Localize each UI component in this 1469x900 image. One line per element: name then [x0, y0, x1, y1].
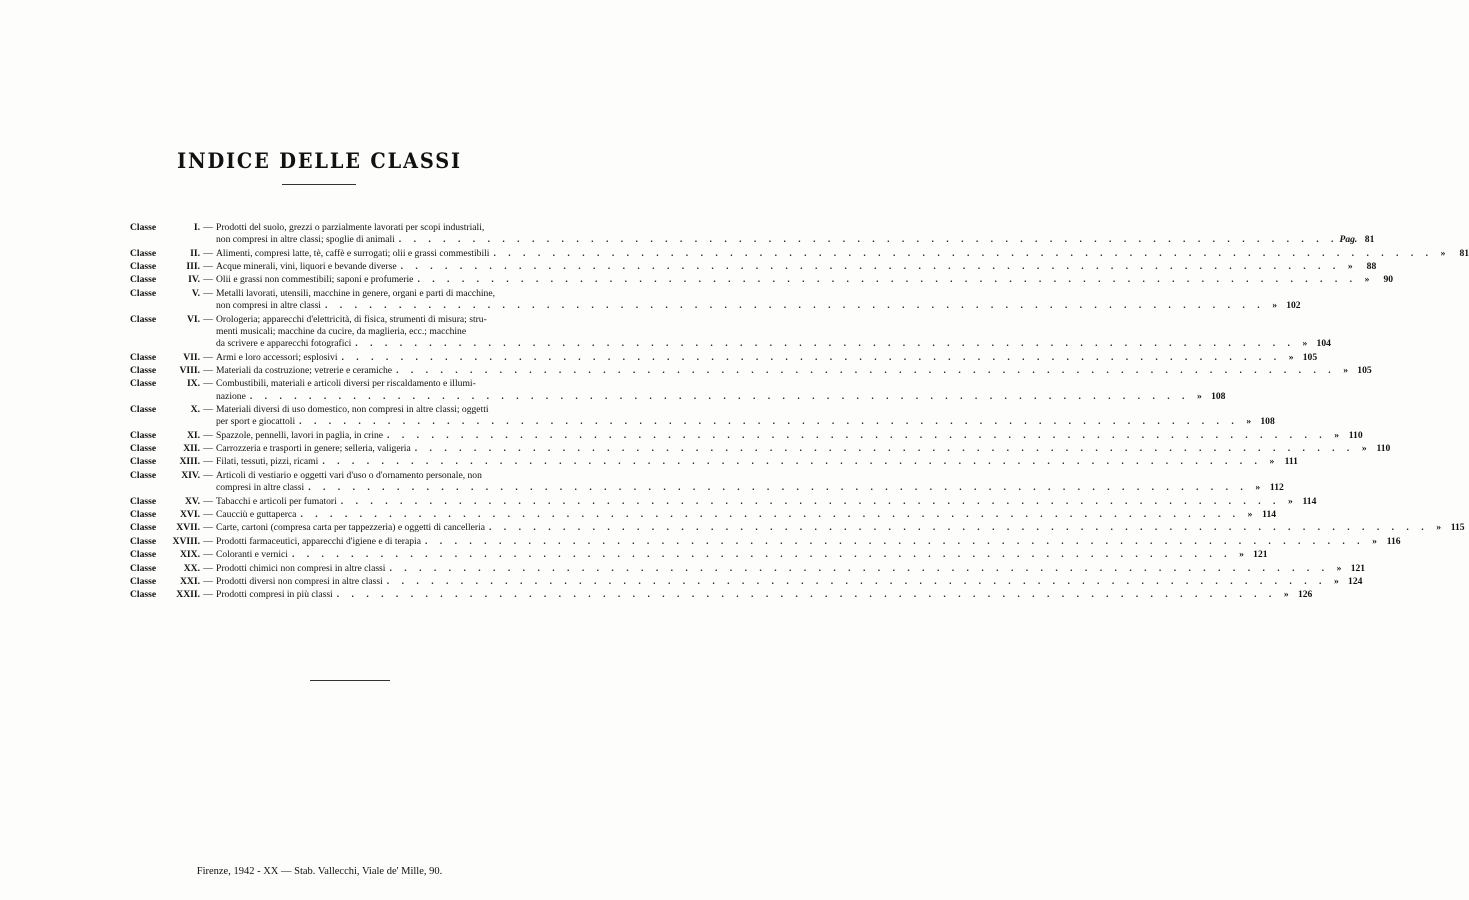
page-number: 90	[1383, 274, 1394, 286]
description-text: Filati, tessuti, pizzi, ricami	[216, 456, 319, 468]
description-text: da scrivere e apparecchi fotografici	[216, 338, 352, 350]
page-prefix: »	[1334, 429, 1340, 441]
dot-leader: . . . . . . . . . . . . . . . . . . . . . . . . . . . . . . . . . . . . . . . . . . . . . . . . . . . . . . . . . . . . . . . .	[249, 390, 1190, 402]
classe-label: Classe	[130, 313, 157, 325]
description-line	[216, 589, 1313, 601]
description-text: Alimenti, compresi latte, tè, caffè e surrogati; olii e grassi commestibili	[216, 247, 490, 259]
page-prefix: »	[1269, 456, 1275, 468]
class-number: X.	[190, 404, 200, 415]
dot-leader: . . . . . . . . . . . . . . . . . . . . . . . . . . . . . . . . . . . . . . . . . . . . . . . . . . . . . . . . . . . . . . . .	[387, 429, 1327, 441]
page-prefix: »	[1246, 416, 1252, 428]
entry-description	[216, 535, 1401, 548]
page-title: INDICE DELLE CLASSI	[177, 148, 462, 173]
toc-entry	[130, 443, 1391, 455]
description-line	[216, 456, 1298, 468]
classe-label: Classe	[130, 404, 157, 415]
toc-entry	[130, 313, 1331, 351]
title-rule	[282, 184, 356, 185]
page-number: 116	[1386, 535, 1401, 547]
toc-entry	[130, 535, 1401, 548]
description-line	[216, 364, 1372, 377]
toc-entry	[130, 364, 1372, 377]
description-text: menti musicali; macchine da cucire, da maglieria, ecc.; macchine	[216, 325, 467, 337]
description-text: non compresi in altre classi; spoglie di animali	[216, 234, 395, 246]
toc-entry	[130, 549, 1268, 561]
page-number: 105	[1357, 364, 1372, 376]
description-line	[216, 261, 1377, 273]
page-prefix: »	[1255, 482, 1261, 494]
page-prefix: »	[1336, 562, 1342, 574]
entry-description	[216, 508, 1277, 521]
description-text: Metalli lavorati, utensili, macchine in genere, organi e parti di macchine,	[216, 287, 496, 299]
em-dash: —	[203, 443, 213, 455]
class-number: XV.	[184, 495, 200, 507]
dot-leader: . . . . . . . . . . . . . . . . . . . . . . . . . . . . . . . . . . . . . . . . . . . . . . . . . . . . . . . . . . . . . . . .	[398, 234, 1339, 246]
classe-label: Classe	[130, 222, 157, 233]
dot-leader: . . . . . . . . . . . . . . . . . . . . . . . . . . . . . . . . . . . . . . . . . . . . . . . . . . . . . . . . . . . . . . . .	[389, 562, 1330, 574]
page-number: 81	[1364, 234, 1375, 246]
description-line	[216, 429, 1363, 442]
class-number: XIV.	[181, 469, 200, 481]
description-text: Articoli di vestiario e oggetti vari d'uso o d'ornamento personale, non	[216, 469, 482, 481]
entry-description	[216, 313, 1331, 351]
dot-leader: . . . . . . . . . . . . . . . . . . . . . . . . . . . . . . . . . . . . . . . . . . . . . . . . . . . . . . . . . . . . . . . .	[291, 549, 1232, 561]
classe-label: Classe	[130, 508, 157, 520]
page-number: 88	[1366, 261, 1377, 273]
description-line	[216, 390, 1226, 403]
em-dash: —	[203, 261, 213, 273]
classe-label: Classe	[130, 495, 157, 507]
class-number: XVII.	[176, 522, 200, 534]
description-text: Prodotti chimici non compresi in altre classi	[216, 562, 386, 574]
classe-label: Classe	[130, 261, 157, 273]
description-line	[216, 288, 574, 300]
entry-description	[216, 404, 1275, 429]
em-dash: —	[203, 589, 213, 601]
page-prefix: »	[1247, 508, 1253, 520]
page-number: 81	[1459, 247, 1469, 259]
description-line	[216, 247, 1469, 260]
description-text: Tabacchi e articoli per fumatori	[216, 495, 337, 507]
description-line	[216, 575, 1363, 588]
description-text: compresi in altre classi	[216, 482, 305, 494]
dot-leader: . . . . . . . . . . . . . . . . . . . . . . . . . . . . . . . . . . . . . . . . . . . . . . . . . . . . . . . . . . . . . . . .	[299, 416, 1239, 428]
page-prefix: »	[1440, 247, 1446, 259]
em-dash: —	[203, 456, 213, 468]
page-number: 121	[1253, 549, 1268, 561]
em-dash: —	[203, 562, 213, 574]
class-number: IV.	[188, 274, 200, 286]
page-number: 115	[1450, 522, 1465, 534]
toc-entry	[130, 247, 1469, 260]
em-dash: —	[203, 287, 213, 299]
entry-description	[216, 364, 1372, 377]
page-prefix: »	[1361, 443, 1367, 455]
toc-entry	[130, 274, 1394, 286]
page-prefix: »	[1197, 390, 1202, 402]
classe-label: Classe	[130, 351, 157, 363]
description-text: Prodotti diversi non compresi in altre classi	[216, 575, 383, 587]
entry-description	[216, 575, 1363, 588]
toc-entry	[130, 287, 1301, 313]
description-line	[216, 522, 1465, 534]
em-dash: —	[203, 535, 213, 547]
class-number: XIX.	[180, 549, 200, 561]
page-prefix: »	[1302, 338, 1308, 350]
class-number: XVI.	[180, 508, 200, 520]
description-text: non compresi in altre classi	[216, 300, 321, 312]
entry-description	[216, 589, 1313, 601]
description-line	[216, 351, 1318, 364]
description-text: Materiali diversi di uso domestico, non compresi in altre classi; oggetti	[216, 404, 489, 415]
description-text: per sport e giocattoli	[216, 416, 296, 428]
class-number: VIII.	[179, 364, 200, 376]
dot-leader: . . . . . . . . . . . . . . . . . . . . . . . . . . . . . . . . . . . . . . . . . . . . . . . . . . . . . . . . . . . . . . . .	[424, 535, 1365, 547]
classe-label: Classe	[130, 562, 157, 574]
page-prefix: »	[1283, 589, 1289, 601]
description-line	[216, 274, 1394, 286]
toc-entry	[130, 404, 1275, 429]
description-line	[216, 404, 574, 416]
description-text: Prodotti farmaceutici, apparecchi d'igiene e di terapia	[216, 535, 421, 547]
em-dash: —	[203, 364, 213, 376]
description-line	[216, 378, 574, 390]
description-text: Coloranti e vernici	[216, 549, 288, 561]
page-number: 111	[1284, 456, 1298, 468]
dot-leader: . . . . . . . . . . . . . . . . . . . . . . . . . . . . . . . . . . . . . . . . . . . . . . . . . . . . . . . . . . . . . . . .	[336, 589, 1277, 601]
classe-label: Classe	[130, 456, 157, 468]
class-number: IX.	[186, 378, 200, 390]
toc-entry	[130, 469, 1284, 495]
toc-entry	[130, 575, 1363, 588]
toc-entry	[130, 589, 1313, 601]
classe-label: Classe	[130, 589, 157, 601]
entry-description	[216, 261, 1377, 273]
class-number: XIII.	[179, 456, 200, 468]
classe-label: Classe	[130, 575, 157, 587]
dot-leader: . . . . . . . . . . . . . . . . . . . . . . . . . . . . . . . . . . . . . . . . . . . . . . . . . . . . . . . . . . . . . . . .	[414, 443, 1355, 455]
class-number: XXI.	[180, 575, 200, 587]
dot-leader: . . . . . . . . . . . . . . . . . . . . . . . . . . . . . . . . . . . . . . . . . . . . . . . . . . . . . . . . . . . . . . . .	[417, 274, 1358, 286]
classe-label: Classe	[130, 378, 157, 390]
entry-description	[216, 429, 1363, 442]
entry-description	[216, 443, 1391, 455]
em-dash: —	[203, 313, 213, 325]
em-dash: —	[203, 274, 213, 286]
entry-description	[216, 222, 1375, 247]
class-number: I.	[193, 222, 200, 233]
class-number: VII.	[183, 351, 200, 363]
dot-leader: . . . . . . . . . . . . . . . . . . . . . . . . . . . . . . . . . . . . . . . . . . . . . . . . . . . . . . . . . . . . . . . .	[493, 247, 1434, 259]
description-line	[216, 562, 1366, 575]
classe-label: Classe	[130, 535, 157, 547]
classe-label: Classe	[130, 287, 157, 299]
entry-description	[216, 378, 1226, 403]
description-line	[216, 300, 1301, 312]
toc-entry	[130, 508, 1277, 521]
description-line	[216, 508, 1277, 521]
page-number: 108	[1211, 390, 1226, 402]
class-number: VI.	[186, 313, 200, 325]
dot-leader: . . . . . . . . . . . . . . . . . . . . . . . . . . . . . . . . . . . . . . . . . . . . . . . . . . . . . . . . . . . . . . . .	[340, 495, 1281, 507]
em-dash: —	[203, 247, 213, 259]
em-dash: —	[203, 495, 213, 507]
description-line	[216, 549, 1268, 561]
em-dash: —	[203, 575, 213, 587]
entry-description	[216, 562, 1366, 575]
description-line	[216, 495, 1317, 508]
class-number: II.	[190, 247, 200, 259]
toc-entry	[130, 562, 1366, 575]
toc-entry	[130, 522, 1465, 534]
classe-label: Classe	[130, 549, 157, 561]
dot-leader: . . . . . . . . . . . . . . . . . . . . . . . . . . . . . . . . . . . . . . . . . . . . . . . . . . . . . . . . . . . . . . . .	[386, 575, 1327, 587]
class-number: XVIII.	[172, 535, 200, 547]
description-text: Carrozzeria e trasporti in genere; selleria, valigeria	[216, 443, 411, 455]
description-text: Prodotti del suolo, grezzi o parzialmente lavorati per scopi industriali,	[216, 222, 485, 233]
class-number: XX.	[183, 562, 200, 574]
description-line	[216, 222, 574, 234]
description-line	[216, 234, 1375, 246]
dot-leader: . . . . . . . . . . . . . . . . . . . . . . . . . . . . . . . . . . . . . . . . . . . . . . . . . . . . . . . . . . . . . . . .	[308, 482, 1248, 494]
classe-label: Classe	[130, 429, 157, 441]
description-line	[216, 314, 574, 326]
page-prefix: »	[1334, 575, 1339, 587]
entry-description	[216, 456, 1298, 468]
description-line	[216, 416, 1275, 428]
dot-leader: . . . . . . . . . . . . . . . . . . . . . . . . . . . . . . . . . . . . . . . . . . . . . . . . . . . . . . . . . . . . . . . .	[322, 456, 1262, 468]
description-line	[216, 338, 1331, 350]
description-text: Caucciù e guttaperca	[216, 508, 297, 520]
page-number: 114	[1302, 495, 1317, 507]
class-number: XXII.	[176, 589, 200, 601]
toc-entry	[130, 222, 1375, 247]
page-number: 105	[1302, 351, 1318, 363]
entry-description	[216, 495, 1317, 508]
page-prefix: »	[1288, 351, 1294, 363]
dot-leader: . . . . . . . . . . . . . . . . . . . . . . . . . . . . . . . . . . . . . . . . . . . . . . . . . . . . . . . . . . . . . . . .	[324, 300, 1265, 312]
description-text: Olii e grassi non commestibili; saponi e profumerie	[216, 274, 414, 286]
imprint-footer: Firenze, 1942 - XX — Stab. Vallecchi, Viale de' Mille, 90.	[196, 866, 443, 877]
toc-entry	[130, 456, 1298, 468]
page-number: 102	[1286, 300, 1301, 312]
em-dash: —	[203, 404, 213, 415]
entry-description	[216, 351, 1318, 364]
page-prefix: »	[1347, 261, 1353, 273]
toc-entry	[130, 351, 1318, 364]
page-number: 108	[1260, 416, 1275, 428]
description-line	[216, 470, 574, 482]
dot-leader: . . . . . . . . . . . . . . . . . . . . . . . . . . . . . . . . . . . . . . . . . . . . . . . . . . . . . . . . . . . . . . . .	[489, 522, 1429, 534]
page-prefix: »	[1364, 274, 1370, 286]
table-of-contents	[130, 222, 1469, 603]
em-dash: —	[203, 351, 213, 363]
dot-leader: . . . . . . . . . . . . . . . . . . . . . . . . . . . . . . . . . . . . . . . . . . . . . . . . . . . . . . . . . . . . . . . .	[300, 508, 1241, 520]
em-dash: —	[203, 429, 213, 441]
dot-leader: . . . . . . . . . . . . . . . . . . . . . . . . . . . . . . . . . . . . . . . . . . . . . . . . . . . . . . . . . . . . . . . .	[341, 351, 1282, 363]
em-dash: —	[203, 469, 213, 481]
em-dash: —	[203, 378, 213, 390]
description-text: Orologeria; apparecchi d'elettricità, di fisica, strumenti di misura; stru-	[216, 313, 487, 325]
classe-label: Classe	[130, 522, 157, 534]
class-number: V.	[191, 287, 200, 299]
page-prefix: »	[1272, 300, 1277, 312]
description-text: Prodotti compresi in più classi	[216, 589, 333, 601]
entry-description	[216, 522, 1465, 534]
entry-description	[216, 287, 1301, 313]
description-line	[216, 326, 574, 338]
entry-description	[216, 549, 1268, 561]
page-number: 126	[1297, 589, 1313, 601]
description-text: Spazzole, pennelli, lavori in paglia, in crine	[216, 429, 384, 441]
page-prefix: »	[1288, 495, 1293, 507]
page-prefix: »	[1372, 535, 1377, 547]
page-number: 104	[1316, 338, 1331, 350]
classe-label: Classe	[130, 274, 157, 286]
bottom-rule	[310, 680, 390, 681]
classe-label: Classe	[130, 469, 157, 481]
page-prefix: »	[1239, 549, 1244, 561]
description-text: Acque minerali, vini, liquori e bevande diverse	[216, 261, 397, 273]
class-number: XII.	[183, 443, 200, 455]
page-prefix: Pag.	[1339, 234, 1358, 246]
description-line	[216, 443, 1391, 455]
description-line	[216, 535, 1401, 548]
em-dash: —	[203, 522, 213, 534]
entry-description	[216, 274, 1394, 286]
classe-label: Classe	[130, 364, 157, 376]
page-number: 114	[1262, 508, 1277, 520]
toc-entry	[130, 378, 1226, 403]
toc-entry	[130, 495, 1317, 508]
page-number: 110	[1348, 429, 1363, 441]
entry-description	[216, 247, 1469, 260]
toc-entry	[130, 429, 1363, 442]
page-number: 112	[1269, 482, 1284, 494]
dot-leader: . . . . . . . . . . . . . . . . . . . . . . . . . . . . . . . . . . . . . . . . . . . . . . . . . . . . . . . . . . . . . . . .	[355, 338, 1295, 350]
page-number: 110	[1376, 443, 1391, 455]
page-prefix: »	[1343, 364, 1349, 376]
class-number: XI.	[186, 429, 200, 441]
description-text: Combustibili, materiali e articoli diversi per riscaldamento e illumi-	[216, 378, 476, 390]
em-dash: —	[203, 222, 213, 233]
dot-leader: . . . . . . . . . . . . . . . . . . . . . . . . . . . . . . . . . . . . . . . . . . . . . . . . . . . . . . . . . . . . . . . .	[396, 364, 1336, 376]
description-text: Carte, cartoni (compresa carta per tappezzeria) e oggetti di cancelleria	[216, 522, 485, 534]
page-prefix: »	[1436, 522, 1441, 534]
classe-label: Classe	[130, 247, 157, 259]
description-line	[216, 482, 1284, 494]
description-text: nazione	[216, 390, 246, 402]
classe-label: Classe	[130, 443, 157, 455]
description-text: Materiali da costruzione; vetrerie e ceramiche	[216, 364, 393, 376]
description-text: Armi e loro accessori; esplosivi	[216, 351, 338, 363]
em-dash: —	[203, 508, 213, 520]
page-number: 124	[1348, 575, 1363, 587]
class-number: III.	[186, 261, 200, 273]
em-dash: —	[203, 549, 213, 561]
entry-description	[216, 469, 1284, 495]
toc-entry	[130, 261, 1377, 273]
page-number: 121	[1350, 562, 1366, 574]
dot-leader: . . . . . . . . . . . . . . . . . . . . . . . . . . . . . . . . . . . . . . . . . . . . . . . . . . . . . . . . . . . . . . . .	[400, 261, 1341, 273]
